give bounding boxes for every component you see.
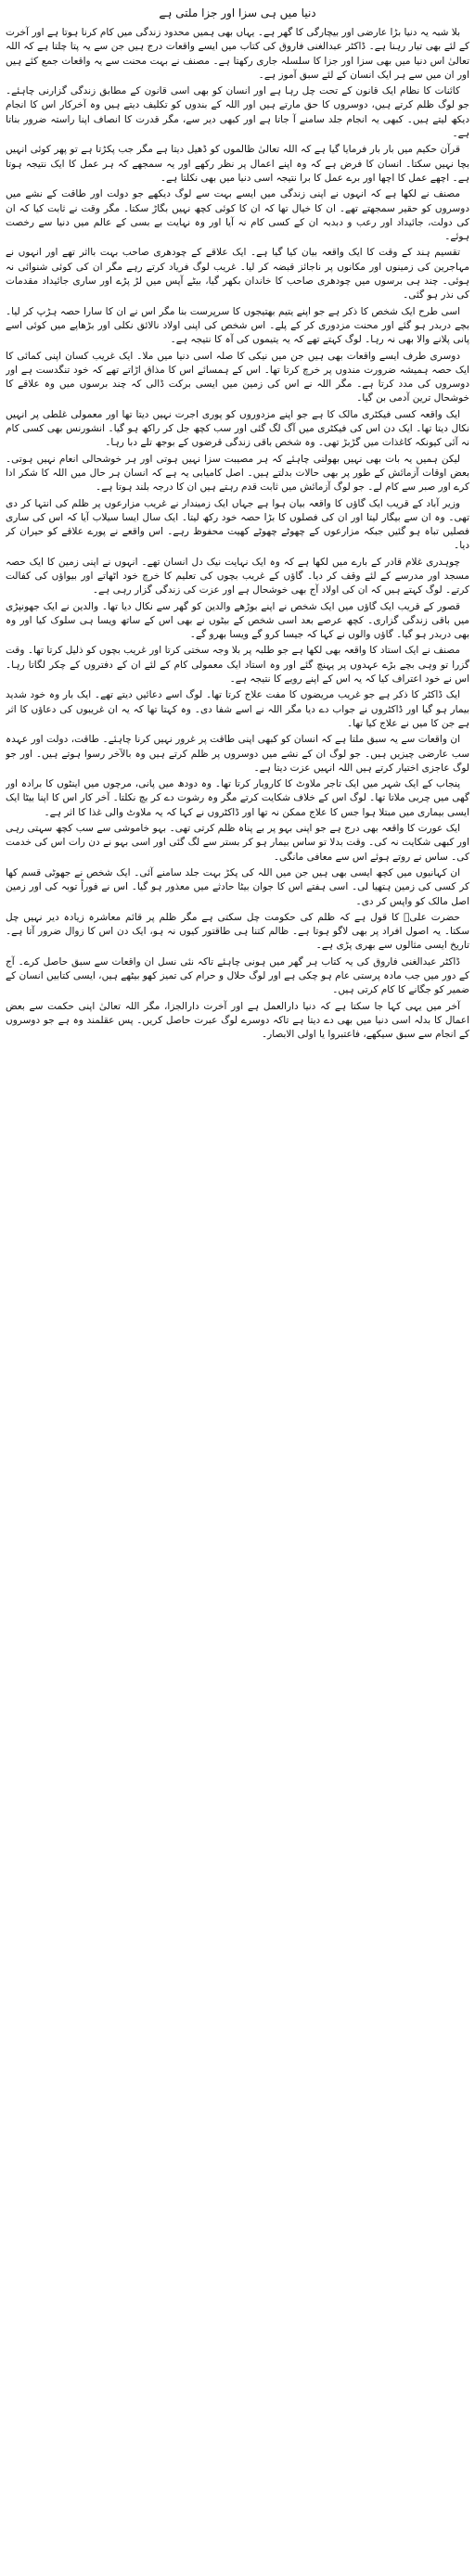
article-paragraph: اسی طرح ایک شخص کا ذکر ہے جو اپنے یتیم بھتیجوں کا سرپرست بنا مگر اس نے ان کا سارا حصہ ہڑپ کر لیا۔ بچے دربدر ہو گئے اور محنت مزدوری کر کے پلے۔ اس شخص کی اپنی اولاد نالائق نکلی اور بڑھاپے میں کوئی اسے پانی پلانے والا بھی نہ رہا۔ لوگ کہتے تھے کہ یہ یتیموں کی آہ کا نتیجہ ہے۔ bbox=[6, 305, 469, 346]
article-column bbox=[6, 6, 469, 2570]
article-paragraph: کائنات کا نظام ایک قانون کے تحت چل رہا ہے اور انسان کو بھی اسی قانون کے مطابق زندگی گزارنی چاہئے۔ جو لوگ ظلم کرتے ہیں، دوسروں کا حق مارتے ہیں اور اللہ کے بندوں کو تکلیف دیتے ہیں وہ آخرکار اس کا انجام دیکھ لیتے ہیں۔ کبھی یہ انجام جلد سامنے آ جاتا ہے اور کبھی دیر سے، مگر قدرت کا انصاف اپنا راستہ ضرور بناتا ہے۔ bbox=[6, 85, 469, 140]
article-paragraph: قصور کے قریب ایک گاؤں میں ایک شخص نے اپنے بوڑھے والدین کو گھر سے نکال دیا تھا۔ والدین نے ایک جھونپڑی میں باقی زندگی گزاری۔ کچھ عرصے بعد اسی شخص کے بیٹوں نے بھی اس کے ساتھ ویسا ہی سلوک کیا اور وہ بھی دربدر ہو گیا۔ گاؤں والوں نے کہا کہ جیسا کرو گے ویسا بھرو گے۔ bbox=[6, 600, 469, 641]
article-paragraph: دوسری طرف ایسے واقعات بھی ہیں جن میں نیکی کا صلہ اسی دنیا میں ملا۔ ایک غریب کسان اپنی کمائی کا ایک حصہ ہمیشہ ضرورت مندوں پر خرچ کرتا تھا۔ اس کے ہمسائے اس کا مذاق اڑاتے تھے کہ خود تنگدست ہے اور دوسروں کی مدد کرتا ہے۔ مگر اللہ نے اس کی زمین میں ایسی برکت ڈالی کہ چند برسوں میں وہ علاقے کا خوشحال ترین آدمی بن گیا۔ bbox=[6, 350, 469, 404]
article-paragraph: تقسیم ہند کے وقت کا ایک واقعہ بیان کیا گیا ہے۔ ایک علاقے کے چودھری صاحب بہت بااثر تھے اور انہوں نے مہاجرین کی زمینوں اور مکانوں پر ناجائز قبضہ کر لیا۔ غریب لوگ فریاد کرتے رہے مگر ان کی کوئی شنوائی نہ ہوئی۔ چند ہی برسوں میں چودھری صاحب کا خاندان بکھر گیا، بیٹے آپس میں لڑ پڑے اور ساری جائیداد مقدمات کی نذر ہو گئی۔ bbox=[6, 247, 469, 301]
article-paragraph: بلا شبہ یہ دنیا بڑا عارضی اور بیچارگی کا گھر ہے۔ یہاں بھی ہمیں محدود زندگی میں کام کرنا ہوتا ہے اور آخرت کے لئے بھی تیار رہنا ہے۔ ڈاکٹر عبدالغنی فاروق کی کتاب میں ایسے واقعات درج ہیں جن سے یہ پتا چلتا ہے کہ اللہ تعالیٰ اس دنیا میں بھی سزا اور جزا کا سلسلہ جاری رکھتا ہے۔ مصنف نے بہت محنت سے یہ واقعات جمع کئے ہیں اور ان میں سے ہر ایک انسان کے لئے سبق آموز ہے۔ bbox=[6, 27, 469, 81]
article-body bbox=[6, 26, 469, 1042]
article-paragraph: ایک عورت کا واقعہ بھی درج ہے جو اپنی بہو پر بے پناہ ظلم کرتی تھی۔ بہو خاموشی سے سب کچھ سہتی رہی اور کبھی شکایت نہ کی۔ وقت بدلا تو ساس بیمار ہو کر بستر سے لگ گئی اور اسی بہو نے دن رات اس کی خدمت کی۔ ساس نے روتے ہوئے اس سے معافی مانگی۔ bbox=[6, 823, 469, 863]
article-paragraph: لیکن ہمیں یہ بات بھی نہیں بھولنی چاہئے کہ ہر مصیبت سزا نہیں ہوتی اور ہر خوشحالی انعام نہیں ہوتی۔ بعض اوقات آزمائش کے طور پر بھی حالات بدلتے ہیں۔ اصل کامیابی یہ ہے کہ انسان ہر حال میں اللہ کا شکر ادا کرے اور صبر سے کام لے۔ جو لوگ آزمائش میں ثابت قدم رہتے ہیں ان کا درجہ بلند ہوتا ہے۔ bbox=[6, 453, 469, 493]
article-paragraph: وزیر آباد کے قریب ایک گاؤں کا واقعہ بیان ہوا ہے جہاں ایک زمیندار نے غریب مزارعوں پر ظلم کی انتہا کر دی تھی۔ وہ ان سے بیگار لیتا اور ان کی فصلوں کا بڑا حصہ خود رکھ لیتا۔ ایک سال ایسا سیلاب آیا کہ اس کی ساری فصلیں تباہ ہو گئیں جبکہ مزارعوں کے چھوٹے چھوٹے کھیت محفوظ رہے۔ اس واقعے نے پورے علاقے کو حیران کر دیا۔ bbox=[6, 497, 469, 552]
article-paragraph: ایک واقعہ کسی فیکٹری مالک کا ہے جو اپنے مزدوروں کو پوری اجرت نہیں دیتا تھا اور معمولی غلطی پر انہیں نکال دیتا تھا۔ ایک دن اس کی فیکٹری میں آگ لگ گئی اور سب کچھ جل کر راکھ ہو گیا۔ انشورنس بھی کسی کام نہ آئی کیونکہ کاغذات میں گڑبڑ تھی۔ وہ شخص باقی زندگی قرضوں کے بوجھ تلے دبا رہا۔ bbox=[6, 408, 469, 449]
article-paragraph: چوہدری غلام قادر کے بارے میں لکھا ہے کہ وہ ایک نہایت نیک دل انسان تھے۔ انہوں نے اپنی زمین کا ایک حصہ مسجد اور مدرسے کے لئے وقف کر دیا۔ گاؤں کے غریب بچوں کی تعلیم کا خرچ خود اٹھاتے اور بیواؤں کی کفالت کرتے۔ لوگ کہتے ہیں کہ ان کی اولاد آج بھی خوشحال ہے اور عزت کی زندگی گزار رہی ہے۔ bbox=[6, 556, 469, 596]
article-paragraph: پنجاب کے ایک شہر میں ایک تاجر ملاوٹ کا کاروبار کرتا تھا۔ وہ دودھ میں پانی، مرچوں میں اینٹوں کا برادہ اور گھی میں چربی ملاتا تھا۔ لوگ اس کے خلاف شکایت کرتے مگر وہ رشوت دے کر بچ نکلتا۔ آخر کار اس کا اپنا بیٹا ایک ایسی بیماری میں مبتلا ہوا جس کا علاج ممکن نہ تھا اور ڈاکٹروں نے کہا کہ یہ ملاوٹ والی غذا کا اثر ہے۔ bbox=[6, 778, 469, 818]
article-paragraph: حضرت علیؓ کا قول ہے کہ ظلم کی حکومت چل سکتی ہے مگر ظلم پر قائم معاشرہ زیادہ دیر نہیں چل سکتا۔ یہ اصول افراد پر بھی لاگو ہوتا ہے۔ ظالم کتنا ہی طاقتور کیوں نہ ہو، ایک دن اس کا زوال ضرور آتا ہے۔ تاریخ ایسی مثالوں سے بھری پڑی ہے۔ bbox=[6, 911, 469, 952]
article-headline: دنیا میں ہی سزا اور جزا ملتی ہے bbox=[159, 6, 316, 19]
article-paragraph: ان واقعات سے یہ سبق ملتا ہے کہ انسان کو کبھی اپنی طاقت پر غرور نہیں کرنا چاہئے۔ طاقت، دولت اور عہدہ سب عارضی چیزیں ہیں۔ جو لوگ ان کے نشے میں دوسروں پر ظلم کرتے ہیں وہ بالآخر رسوا ہوتے ہیں۔ اور جو لوگ عاجزی اختیار کرتے ہیں اللہ انہیں عزت دیتا ہے۔ bbox=[6, 734, 469, 774]
article-paragraph: آخر میں یہی کہا جا سکتا ہے کہ دنیا دارالعمل ہے اور آخرت دارالجزا، مگر اللہ تعالیٰ اپنی حکمت سے بعض اعمال کا بدلہ اسی دنیا میں بھی دے دیتا ہے تاکہ دوسرے لوگ عبرت حاصل کریں۔ پس عقلمند وہ ہے جو دوسروں کے انجام سے سبق سیکھے، فاعتبروا یا اولی الابصار۔ bbox=[6, 1000, 469, 1041]
article-paragraph: مصنف نے لکھا ہے کہ انہوں نے اپنی زندگی میں ایسے بہت سے لوگ دیکھے جو دولت اور طاقت کے نشے میں دوسروں کو حقیر سمجھتے تھے۔ ان کا خیال تھا کہ ان کا کوئی کچھ نہیں بگاڑ سکتا۔ مگر وقت نے ثابت کیا کہ ان کی دولت، جائیداد اور رعب و دبدبہ ان کے کسی کام نہ آیا اور وہ نہایت بے بسی کے عالم میں دنیا سے رخصت ہوئے۔ bbox=[6, 188, 469, 243]
article-paragraph: ایک ڈاکٹر کا ذکر ہے جو غریب مریضوں کا مفت علاج کرتا تھا۔ لوگ اسے دعائیں دیتے تھے۔ ایک بار وہ خود شدید بیمار ہو گیا اور ڈاکٹروں نے جواب دے دیا مگر اللہ نے اسے شفا دی۔ وہ کہتا تھا کہ یہ ان غریبوں کی دعاؤں کا اثر ہے جن کا میں نے علاج کیا تھا۔ bbox=[6, 689, 469, 729]
article-paragraph: ان کہانیوں میں کچھ ایسی بھی ہیں جن میں اللہ کی پکڑ بہت جلد سامنے آئی۔ ایک شخص نے جھوٹی قسم کھا کر کسی کی زمین ہتھیا لی۔ اسی ہفتے اس کا جوان بیٹا حادثے میں معذور ہو گیا۔ اس نے فوراً توبہ کی اور زمین اصل مالک کو واپس کر دی۔ bbox=[6, 866, 469, 907]
article-paragraph: ڈاکٹر عبدالغنی فاروق کی یہ کتاب ہر گھر میں ہونی چاہئے تاکہ نئی نسل ان واقعات سے سبق حاصل کرے۔ آج کے دور میں جب مادہ پرستی عام ہو چکی ہے اور لوگ حلال و حرام کی تمیز کھو بیٹھے ہیں، ایسی کتابیں انسان کے ضمیر کو جگانے کا کام کرتی ہیں۔ bbox=[6, 955, 469, 996]
article-paragraph: مصنف نے ایک استاد کا واقعہ بھی لکھا ہے جو طلبہ پر بلا وجہ سختی کرتا اور غریب بچوں کو ذلیل کرتا تھا۔ وقت گزرا تو وہی بچے بڑے عہدوں پر پہنچ گئے اور وہ استاد ایک معمولی کام کے لئے ان کے دفتروں کے چکر لگاتا رہا۔ اس نے خود اعتراف کیا کہ یہ اس کے اپنے رویے کا نتیجہ ہے۔ bbox=[6, 645, 469, 686]
article-paragraph: قرآن حکیم میں بار بار فرمایا گیا ہے کہ اللہ تعالیٰ ظالموں کو ڈھیل دیتا ہے مگر جب پکڑتا ہے تو پھر کوئی انہیں بچا نہیں سکتا۔ انسان کا فرض ہے کہ وہ اپنے اعمال پر نظر رکھے اور یہ سمجھے کہ ہر عمل کا ایک نتیجہ ہوتا ہے۔ اچھے عمل کا اچھا اور برے عمل کا برا نتیجہ اسی دنیا میں بھی نکلتا ہے۔ bbox=[6, 144, 469, 184]
